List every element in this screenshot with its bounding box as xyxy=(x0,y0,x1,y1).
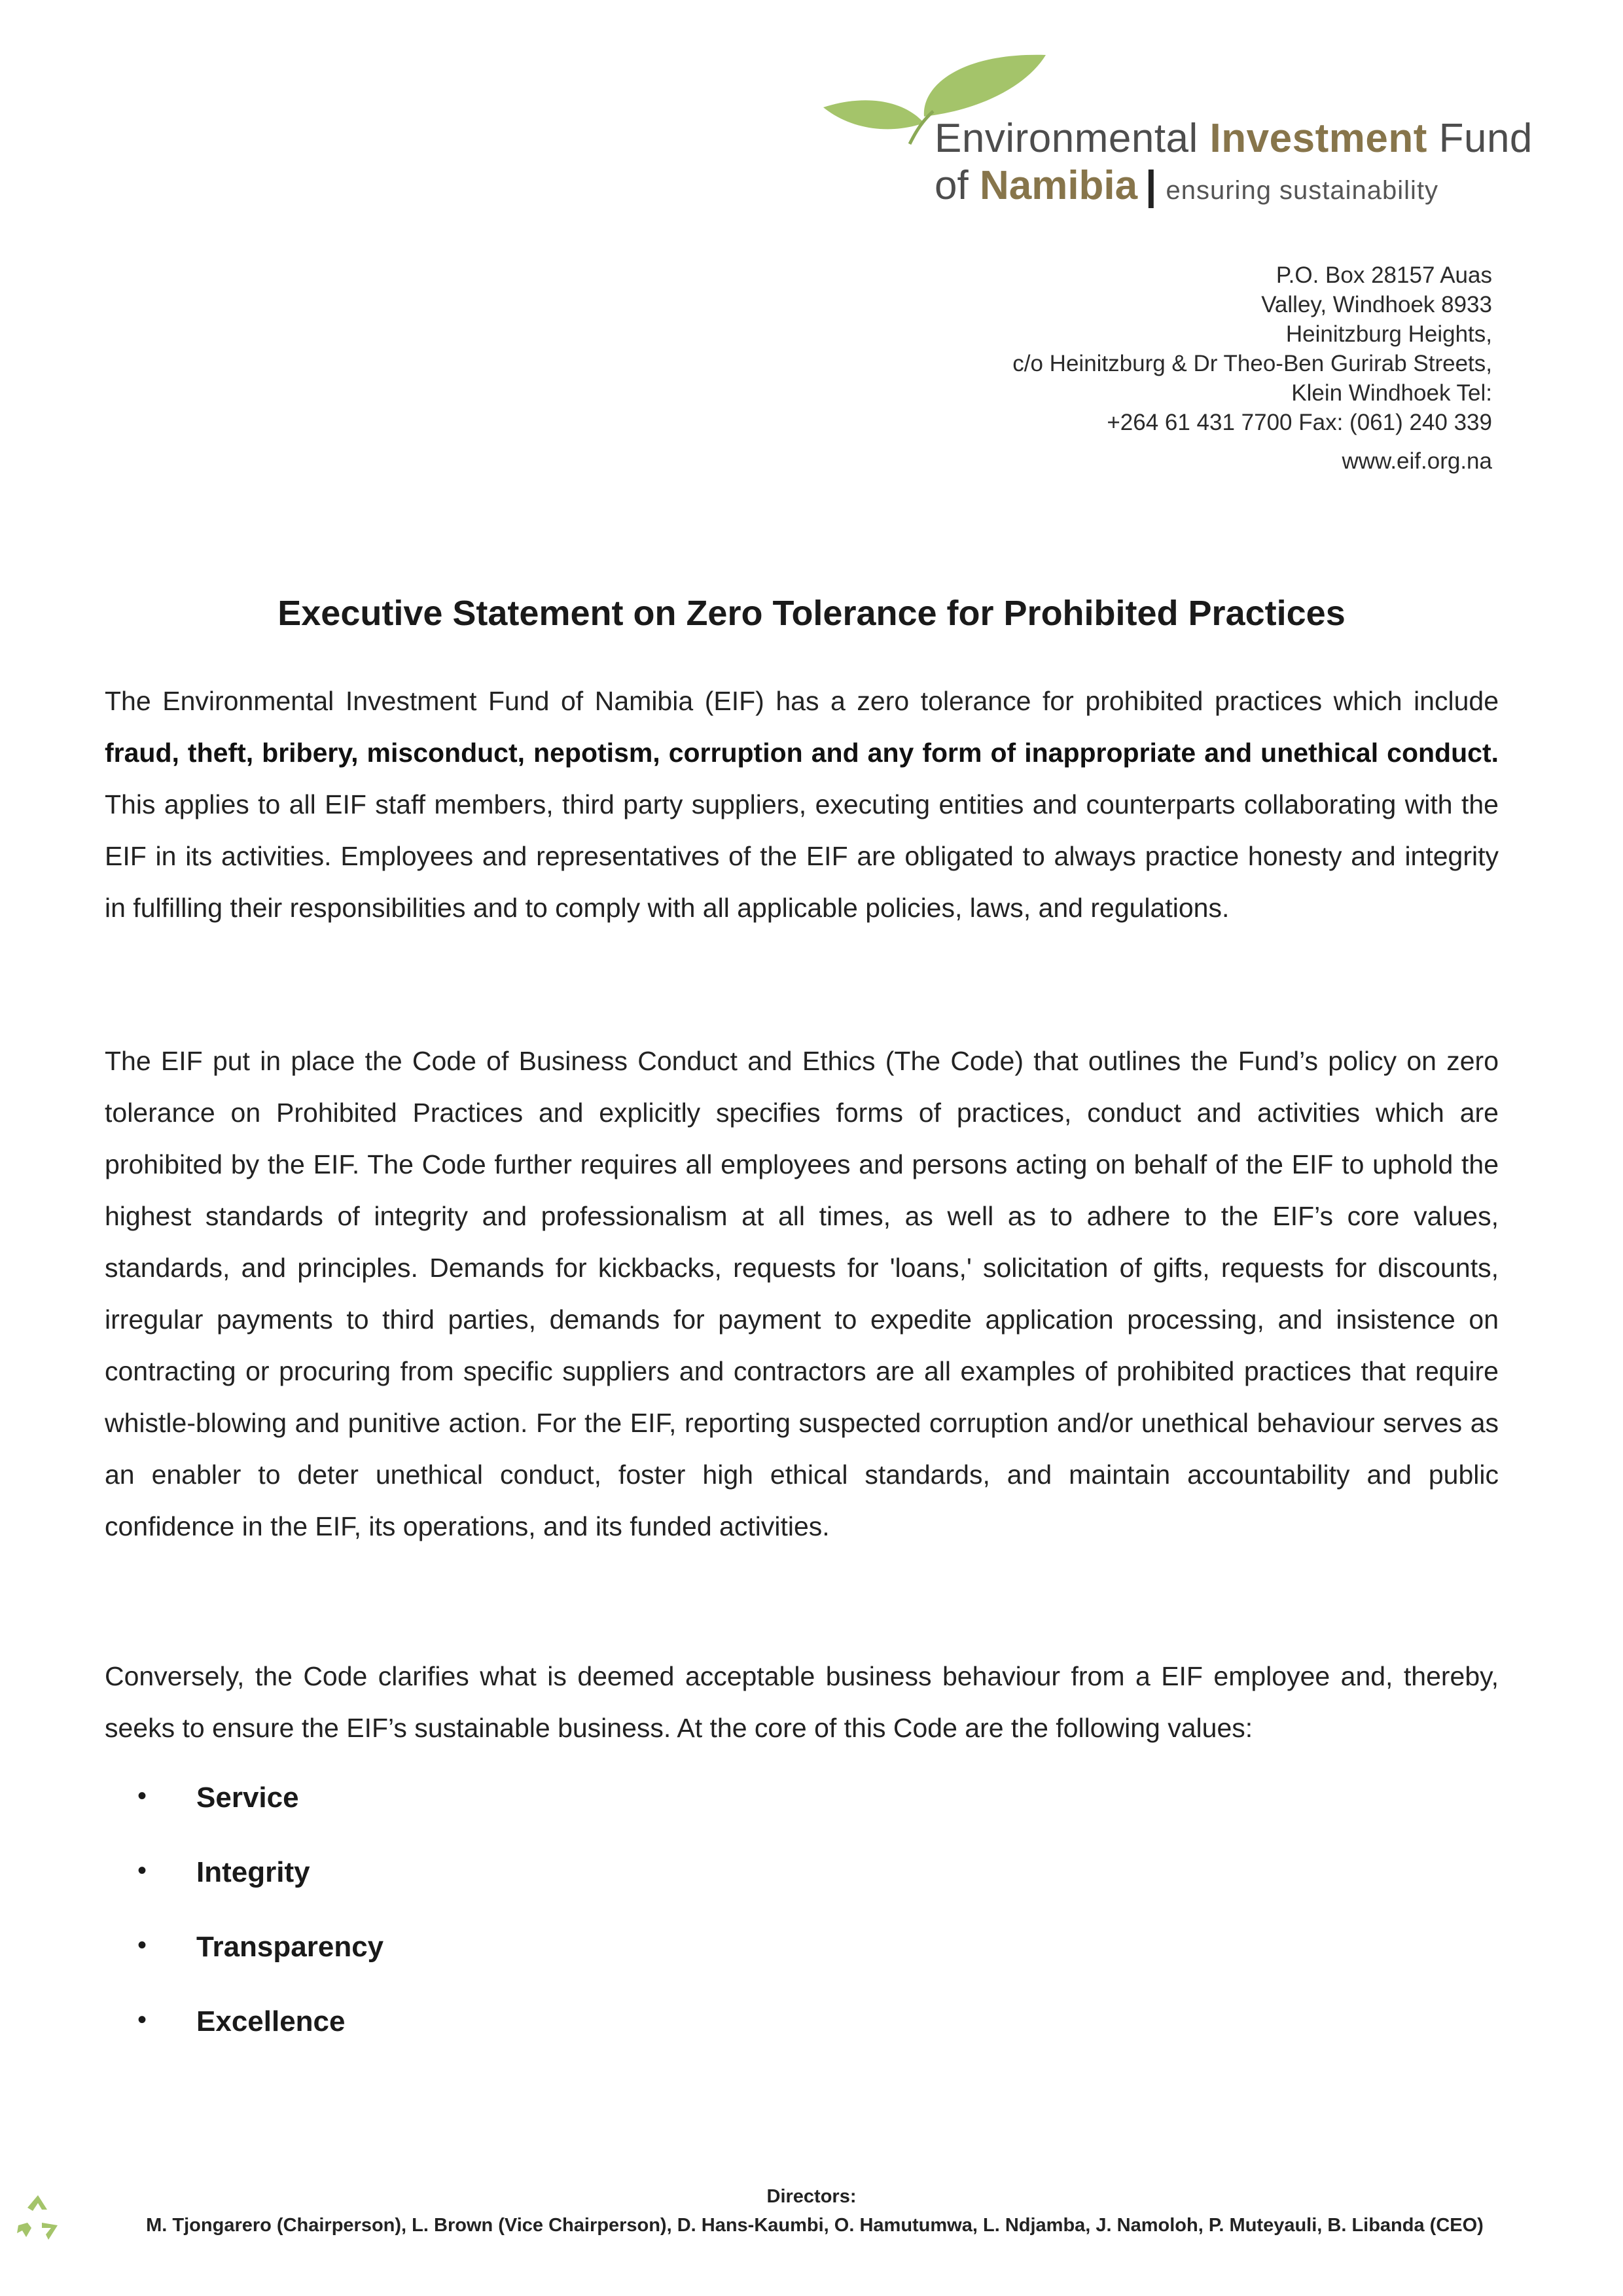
paragraph-code-of-conduct: The EIF put in place the Code of Business Conduct and Ethics (The Code) that outlines the Fund’s policy on zero tolerance on Prohibited Practices and explicitly specifies forms of practices, conduct and activities which are prohibited by the EIF. The Code further requires all employees and persons acting on behalf of the EIF to uphold the highest standards of integrity and professionalism at all times, as well as to adhere to the EIF’s core values, standards, and principles. Demands for kickbacks, requests for 'loans,' solicitation of gifts, requests for discounts, irregular payments to third parties, demands for payment to expedite application processing, and insistence on contracting or procuring from specific suppliers and contractors are all examples of prohibited practices that require whistle-blowing and punitive action. For the EIF, reporting suspected corruption and/or unethical behaviour serves as an enabler to deter unethical conduct, foster high ethical standards, and maintain accountability and public confidence in the EIF, its operations, and its funded activities. xyxy=(105,1046,1499,1541)
bullet-icon: • xyxy=(137,1782,147,1810)
paragraph-text: The Environmental Investment Fund of Namibia (EIF) has a zero tolerance for prohibited practices which include xyxy=(105,686,1499,716)
footer-directors-list: M. Tjongarero (Chairperson), L. Brown (Vice Chairperson), D. Hans-Kaumbi, O. Hamutumwa, L. Ndjamba, J. Namoloh, P. Muteyauli, B. Libanda (CEO) xyxy=(146,2215,1484,2236)
list-item xyxy=(137,1931,383,2005)
paragraph-core-values-intro: Conversely, the Code clarifies what is deemed acceptable business behaviour from a EIF employee and, thereby, seeks to ensure the EIF’s sustainable business. At the core of this Code are the following values: xyxy=(105,1661,1499,1743)
website-link[interactable]: www.eif.org.na xyxy=(1342,448,1492,474)
logo-separator: | xyxy=(1145,163,1157,208)
logo-word-fund: Fund xyxy=(1427,116,1533,161)
core-value-label: Excellence xyxy=(196,2005,346,2037)
list-item xyxy=(137,1782,383,1856)
address-line: Klein Windhoek Tel: xyxy=(1291,380,1492,406)
logo-tagline: ensuring sustainability xyxy=(1166,176,1439,205)
logo-word-environmental: Environmental xyxy=(935,116,1210,161)
logo-word-investment: Investment xyxy=(1209,116,1427,161)
address-line: +264 61 431 7700 Fax: (061) 240 339 xyxy=(1107,410,1492,435)
list-item xyxy=(137,2005,383,2080)
address-line: Heinitzburg Heights, xyxy=(1285,321,1492,347)
prohibited-practices-list: fraud, theft, bribery, misconduct, nepotism, corruption and any form of inappropriate and unethical conduct. xyxy=(105,738,1499,768)
list-item xyxy=(137,1856,383,1931)
address-line: Valley, Windhoek 8933 xyxy=(1261,292,1492,317)
logo-word-of: of xyxy=(935,163,980,208)
bullet-icon: • xyxy=(137,1931,147,1960)
address-line: c/o Heinitzburg & Dr Theo-Ben Gurirab Streets, xyxy=(1012,351,1492,376)
paragraph-zero-tolerance xyxy=(105,675,1499,934)
bullet-icon: • xyxy=(137,2005,147,2034)
core-value-label: Service xyxy=(196,1782,299,1814)
core-value-label: Transparency xyxy=(196,1931,384,1963)
footer-directors-heading: Directors: xyxy=(766,2186,857,2207)
logo-word-namibia: Namibia xyxy=(979,163,1138,208)
document-title: Executive Statement on Zero Tolerance for Prohibited Practices xyxy=(277,594,1346,633)
eif-logo xyxy=(812,39,1531,209)
core-values-list xyxy=(137,1782,383,2080)
bullet-icon: • xyxy=(137,1856,147,1885)
logo-wordmark-line2 xyxy=(935,162,1438,209)
logo-wordmark-line1 xyxy=(935,115,1533,162)
core-value-label: Integrity xyxy=(196,1856,310,1888)
address-block xyxy=(838,260,1492,476)
paragraph-text: This applies to all EIF staff members, third party suppliers, executing entities and counterparts collaborating with the EIF in its activities. Employees and representatives of the EIF are obligated to always practice honesty and integrity in fulfilling their responsibilities and to comply with all applicable policies, laws, and regulations. xyxy=(105,789,1499,923)
address-line: P.O. Box 28157 Auas xyxy=(1275,262,1492,288)
